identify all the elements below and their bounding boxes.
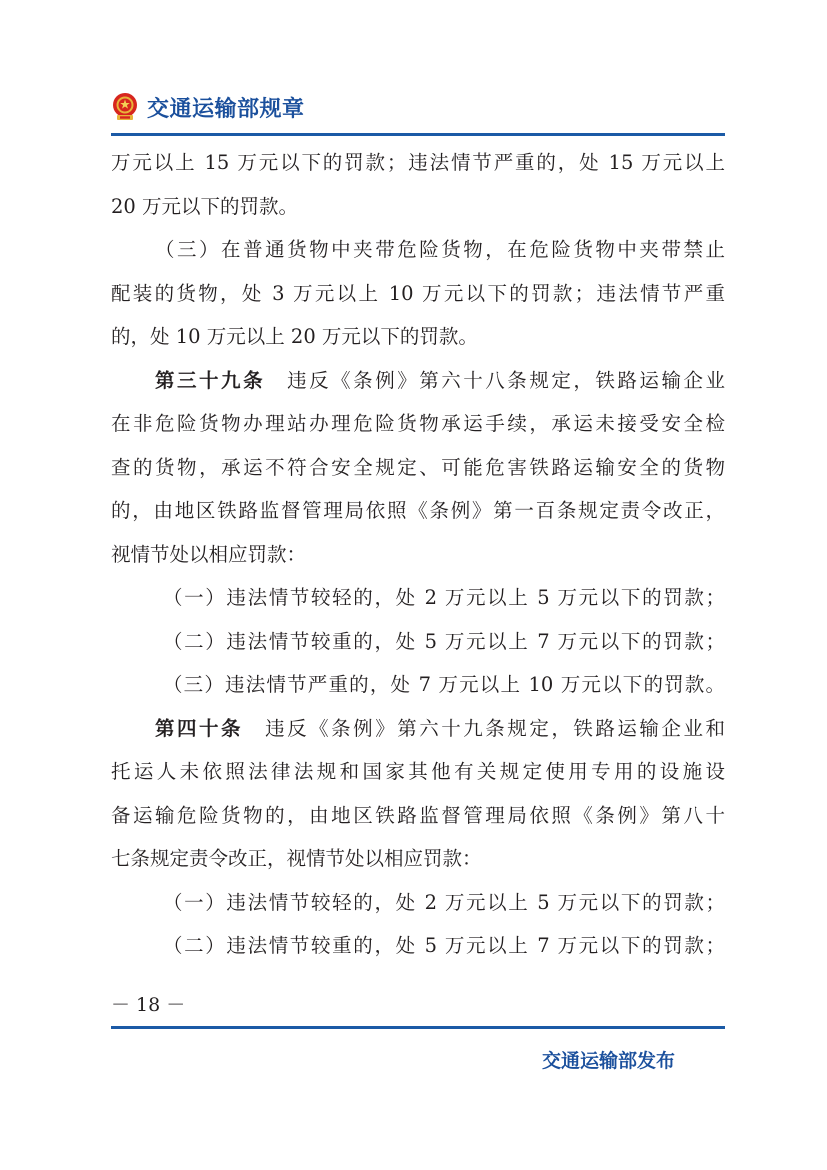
text-line: 七条规定责令改正，视情节处以相应罚款： [111,847,482,870]
list-item: （一）违法情节较轻的，处 2 万元以上 5 万元以下的罚款； [163,586,725,609]
text-line: 的，处 10 万元以上 20 万元以下的罚款。 [111,325,478,348]
header-divider [111,133,725,136]
text-line: 20 万元以下的罚款。 [111,194,299,218]
article-39-heading: 第三十九条 [155,368,266,392]
footer-publisher: 交通运输部发布 [541,1050,675,1072]
article-40-heading: 第四十条 [155,716,244,740]
list-item: （二）违法情节较重的，处 5 万元以上 7 万元以下的罚款； [163,629,725,653]
text-line: 备运输危险货物的，由地区铁路监督管理局依照《条例》第八十 [111,803,725,827]
page-number: － 18 － [111,994,186,1016]
text-line: 的，由地区铁路监督管理局依照《条例》第一百条规定责令改正， [111,499,725,522]
text-line: 配装的货物，处 3 万元以上 10 万元以下的罚款；违法情节严重 [111,281,725,305]
article-40-first-line [111,707,725,751]
text-line: 万元以上 15 万元以下的罚款；违法情节严重的，处 15 万元以上 [111,151,725,174]
footer-divider [111,1026,725,1029]
article-39-text: 违反《条例》第六十八条规定，铁路运输企业 [287,368,725,392]
list-item: （一）违法情节较轻的，处 2 万元以上 5 万元以下的罚款； [163,890,725,914]
national-emblem-icon [111,92,139,122]
text-line: 在非危险货物办理站办理危险货物承运手续，承运未接受安全检 [111,412,725,435]
article-39-first-line [111,359,725,403]
header-title: 交通运输部规章 [147,96,305,122]
text-line: 查的货物，承运不符合安全规定、可能危害铁路运输安全的货物 [111,455,725,479]
text-line: （三）在普通货物中夹带危险货物，在危险货物中夹带禁止 [155,238,725,261]
list-item: （二）违法情节较重的，处 5 万元以上 7 万元以下的罚款； [163,934,725,957]
list-item: （三）违法情节严重的，处 7 万元以上 10 万元以下的罚款。 [163,673,725,696]
document-body [111,141,725,968]
article-40-text: 违反《条例》第六十九条规定，铁路运输企业和 [265,716,725,740]
header [111,88,305,126]
text-line: 托运人未依照法律法规和国家其他有关规定使用专用的设施设 [111,760,725,783]
text-line: 视情节处以相应罚款： [111,542,307,566]
